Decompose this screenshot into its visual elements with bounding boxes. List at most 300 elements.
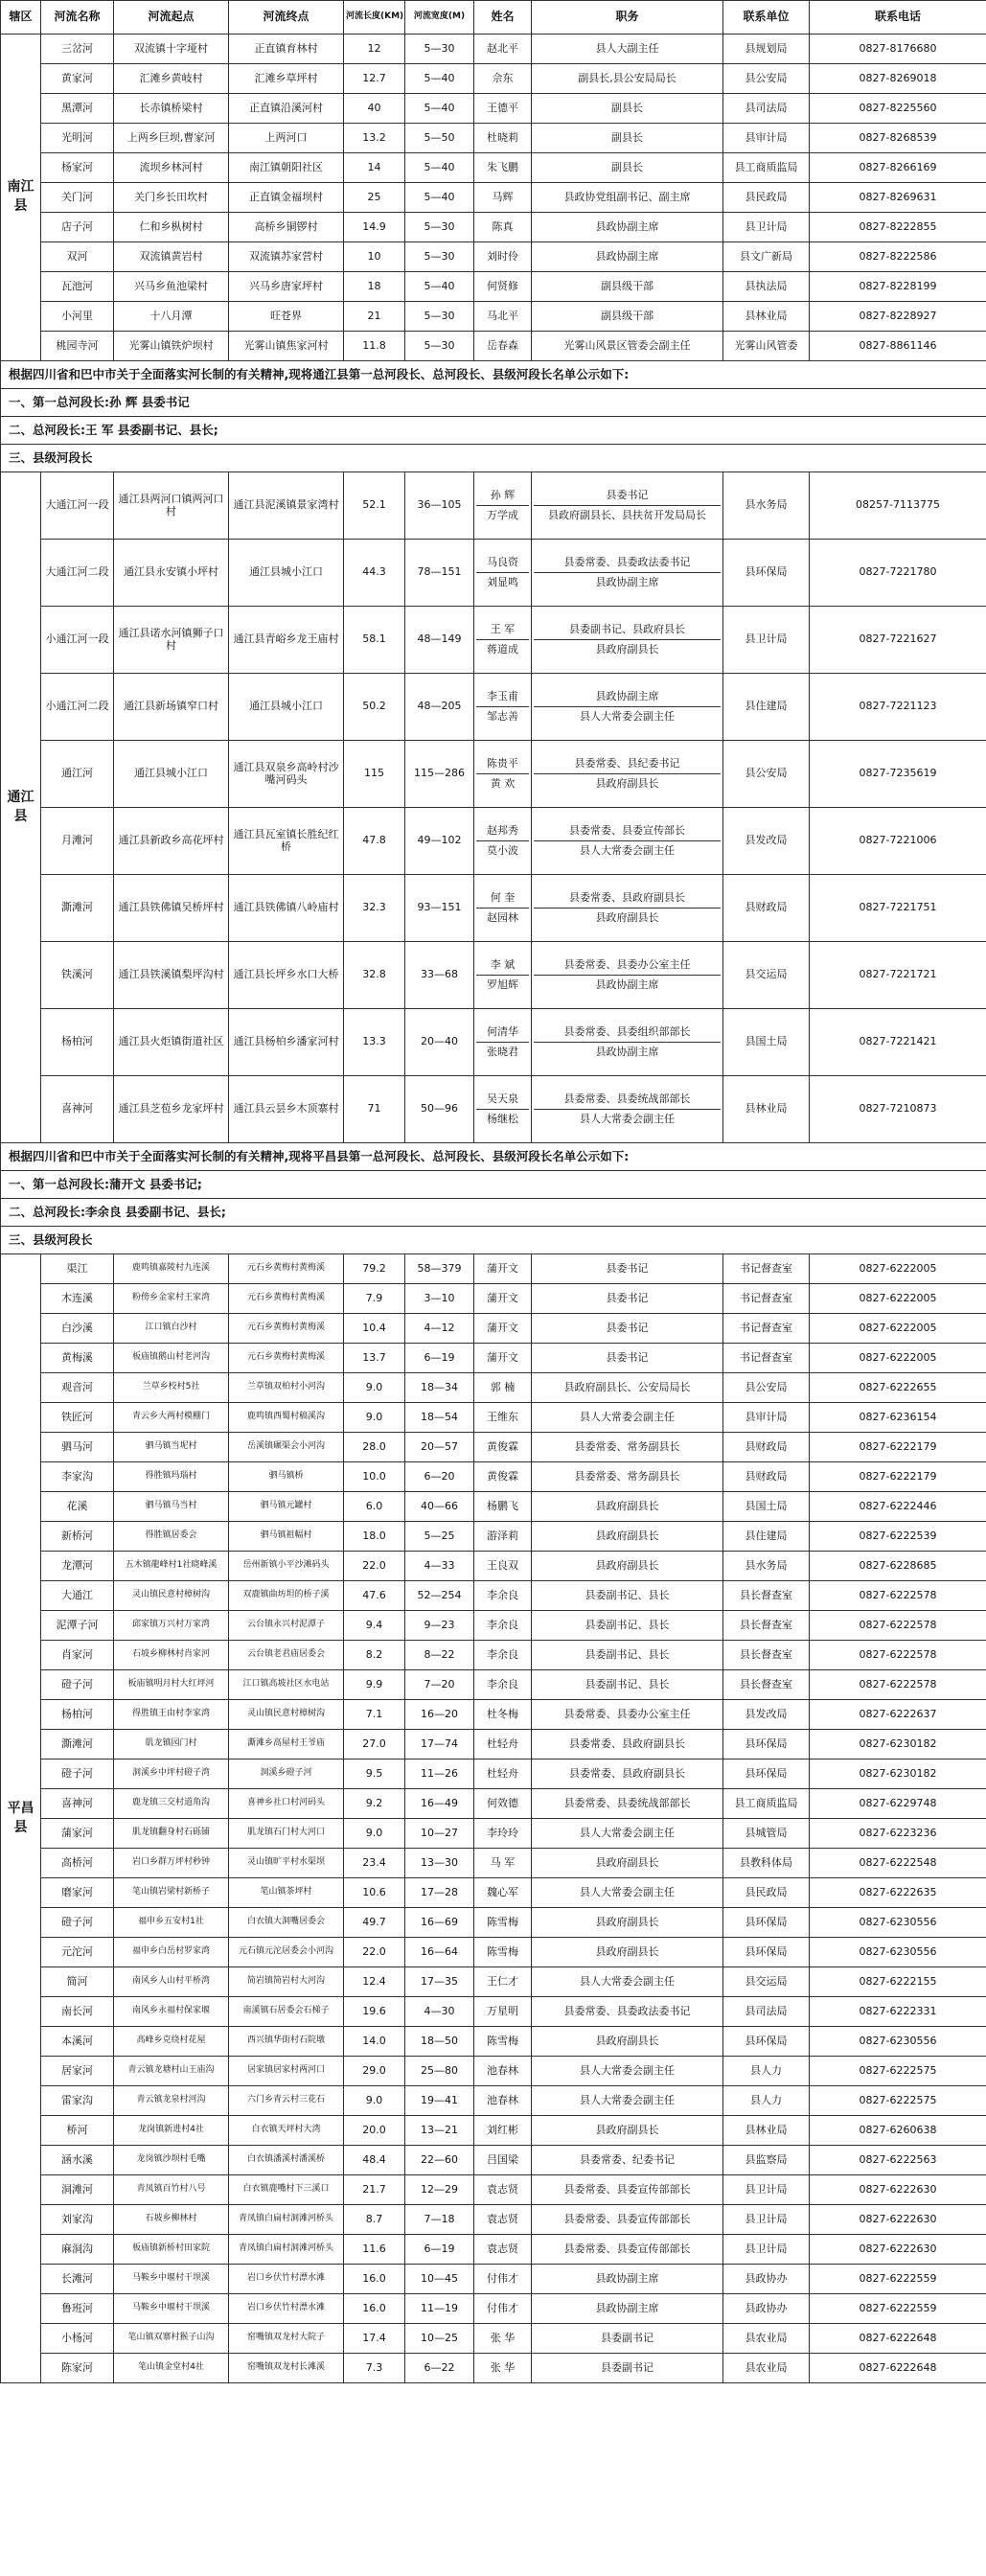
table-row	[1, 1641, 986, 1670]
river-name: 店子河	[41, 213, 114, 242]
chief-duty: 县政府副县长	[595, 777, 659, 790]
chief-names	[474, 674, 532, 741]
river-start: 十八月潭	[114, 302, 229, 332]
river-end: 白衣镇大洞嘴居委会	[229, 1908, 344, 1938]
river-end: 通江县青峪乡龙王庙村	[229, 607, 344, 674]
river-end: 兴马乡唐家坪村	[229, 272, 344, 302]
river-start: 通江县城小江口	[114, 741, 229, 808]
river-width: 5—40	[405, 94, 474, 124]
river-length: 23.4	[344, 1849, 405, 1878]
tongjiang-chief	[1, 417, 986, 445]
chief-name: 黄 欢	[490, 777, 516, 790]
table-row	[1, 1433, 986, 1462]
pingchang-level-heading-text: 三、县级河段长	[1, 1227, 986, 1254]
river-width: 4—30	[405, 1997, 474, 2027]
river-width: 6—20	[405, 1462, 474, 1492]
table-row	[1, 153, 986, 183]
river-start: 汇滩乡黄岐村	[114, 64, 229, 94]
chief-name: 黄俊霖	[474, 1433, 532, 1462]
chief-duties	[532, 472, 723, 540]
tongjiang-notice-text: 根据四川省和巴中市关于全面落实河长制的有关精神,现将通江县第一总河段长、总河段长、县级河段长名单公示如下:	[1, 361, 986, 389]
river-width: 5—30	[405, 34, 474, 64]
river-end: 灵山镇旷平村水渠坝	[229, 1849, 344, 1878]
contact-unit: 县林业局	[723, 2116, 810, 2146]
table-row	[1, 1908, 986, 1938]
river-start: 仁和乡枞树村	[114, 213, 229, 242]
river-width: 17—28	[405, 1878, 474, 1908]
chief-duty: 县委常委、县委宣传部部长	[532, 2235, 723, 2265]
river-start: 板庙镇新桥村田家院	[114, 2235, 229, 2265]
chief-duty: 县委常委、县政府副县长	[532, 1730, 723, 1760]
river-length: 14.0	[344, 2027, 405, 2057]
chief-duty: 县人大常委会副主任	[580, 844, 675, 857]
chief-names	[474, 942, 532, 1009]
chief-name: 王仁才	[474, 1967, 532, 1997]
river-length: 10.0	[344, 1462, 405, 1492]
river-end: 喜神乡社口村河码头	[229, 1789, 344, 1819]
river-end: 窑嘴镇双龙村大院子	[229, 2324, 344, 2354]
contact-phone: 0827-8176680	[810, 34, 986, 64]
river-length: 9.2	[344, 1789, 405, 1819]
river-name: 肖家河	[41, 1641, 114, 1670]
river-length: 22.0	[344, 1938, 405, 1967]
river-length: 6.0	[344, 1492, 405, 1522]
river-end: 兰草镇双柏村小河沟	[229, 1373, 344, 1403]
contact-unit: 县审计局	[723, 124, 810, 153]
chief-duty: 县委常委、县委政法委书记	[532, 1997, 723, 2027]
chief-name: 刘时伶	[474, 242, 532, 272]
chief-name: 付伟才	[474, 2294, 532, 2324]
contact-unit: 县环保局	[723, 1760, 810, 1789]
river-length: 21	[344, 302, 405, 332]
river-name: 磴子河	[41, 1670, 114, 1700]
table-row	[1, 272, 986, 302]
river-name: 长滩河	[41, 2265, 114, 2294]
river-length: 25	[344, 183, 405, 213]
river-width: 17—74	[405, 1730, 474, 1760]
chief-duty: 县委副书记、县长	[532, 1611, 723, 1641]
river-start: 通江县诺水河镇狮子口村	[114, 607, 229, 674]
pingchang-chief-text: 二、总河段长:李余良 县委副书记、县长;	[1, 1199, 986, 1227]
chief-name: 何效德	[474, 1789, 532, 1819]
contact-unit: 县文广新局	[723, 242, 810, 272]
table-row	[1, 64, 986, 94]
contact-phone: 0827-6222575	[810, 2086, 986, 2116]
table-row	[1, 1522, 986, 1552]
chief-duty: 县委常委、常务副县长	[532, 1462, 723, 1492]
river-end: 双鹿镇曲坊坦的桥子溪	[229, 1581, 344, 1611]
river-length: 44.3	[344, 540, 405, 607]
river-start: 石坡乡柳林村肖家河	[114, 1641, 229, 1670]
river-length: 12.7	[344, 64, 405, 94]
river-width: 5—30	[405, 213, 474, 242]
river-width: 6—19	[405, 1344, 474, 1373]
contact-unit: 县发改局	[723, 808, 810, 875]
river-end: 南溪镇石居委会石梯子	[229, 1997, 344, 2027]
tongjiang-level-heading-text: 三、县级河段长	[1, 445, 986, 472]
table-row	[1, 1076, 986, 1143]
river-start: 上两乡巨坝,曹家河	[114, 124, 229, 153]
table-row	[1, 1373, 986, 1403]
contact-unit: 县政协办	[723, 2294, 810, 2324]
river-name: 龙潭河	[41, 1552, 114, 1581]
contact-unit: 县农业局	[723, 2354, 810, 2383]
chief-name: 蒲开文	[474, 1314, 532, 1344]
river-start: 得胜镇王由村李家湾	[114, 1700, 229, 1730]
river-end: 白衣镇鹿嘴村下三溪口	[229, 2175, 344, 2205]
river-length: 115	[344, 741, 405, 808]
river-start: 青云镇龙塘村山王庙沟	[114, 2057, 229, 2086]
contact-unit: 县工商质监局	[723, 1789, 810, 1819]
table-row	[1, 1997, 986, 2027]
chief-duty: 县人大常委会副主任	[532, 2086, 723, 2116]
chief-duty: 县政协党组副书记、副主席	[532, 183, 723, 213]
river-end: 澌滩乡高屋村王爷庙	[229, 1730, 344, 1760]
contact-unit: 县交运局	[723, 942, 810, 1009]
river-name: 大通江河二段	[41, 540, 114, 607]
river-name: 月滩河	[41, 808, 114, 875]
table-row	[1, 2057, 986, 2086]
contact-unit: 县司法局	[723, 94, 810, 124]
header-cell: 联系单位	[723, 1, 810, 34]
contact-phone: 0827-6236154	[810, 1403, 986, 1433]
river-start: 高峰乡克绕村花屋	[114, 2027, 229, 2057]
river-length: 52.1	[344, 472, 405, 540]
header-cell: 河流名称	[41, 1, 114, 34]
river-start: 双流镇黄岩村	[114, 242, 229, 272]
tongjiang-first-chief	[1, 389, 986, 417]
chief-name: 吕国梁	[474, 2146, 532, 2175]
river-name: 新桥河	[41, 1522, 114, 1552]
river-name: 光明河	[41, 124, 114, 153]
river-start: 关门乡长田坎村	[114, 183, 229, 213]
river-length: 11.6	[344, 2235, 405, 2265]
river-end: 双流镇苏家营村	[229, 242, 344, 272]
river-start: 鹿龙镇三交村道角沟	[114, 1789, 229, 1819]
chief-duty: 县政府副县长	[532, 2116, 723, 2146]
table-row	[1, 607, 986, 674]
chief-name: 王德平	[474, 94, 532, 124]
contact-phone: 0827-7210873	[810, 1076, 986, 1143]
river-name: 喜神河	[41, 1789, 114, 1819]
chief-name: 杜晓莉	[474, 124, 532, 153]
chief-duty: 副县级干部	[532, 302, 723, 332]
chief-duty: 县委常委、县委宣传部部长	[532, 2205, 723, 2235]
chief-duty: 县委常委、县纪委书记	[534, 754, 721, 774]
chief-duties	[532, 540, 723, 607]
chief-duty: 县委副书记、县长	[532, 1581, 723, 1611]
river-width: 48—149	[405, 607, 474, 674]
contact-unit: 县住建局	[723, 674, 810, 741]
river-end: 青凤镇白扁村洞滩河桥头	[229, 2235, 344, 2265]
chief-duty: 县政府副县长	[595, 643, 659, 656]
chief-name: 李余良	[474, 1611, 532, 1641]
river-name: 通江河	[41, 741, 114, 808]
river-length: 47.8	[344, 808, 405, 875]
river-width: 3—10	[405, 1284, 474, 1314]
chief-duty: 县政府副县长	[532, 1492, 723, 1522]
table-row	[1, 2205, 986, 2235]
chief-duty: 县委常委、县委宣传部部长	[532, 2175, 723, 2205]
table-row	[1, 2146, 986, 2175]
table-row	[1, 302, 986, 332]
chief-name: 陈贵平	[476, 754, 529, 774]
river-start: 岩口乡群万坪村秒钟	[114, 1849, 229, 1878]
river-end: 笔山镇茶坪村	[229, 1878, 344, 1908]
chief-name: 李余良	[474, 1641, 532, 1670]
contact-phone: 0827-6222331	[810, 1997, 986, 2027]
river-name: 磨家河	[41, 1878, 114, 1908]
river-name: 喜神河	[41, 1076, 114, 1143]
contact-unit: 县司法局	[723, 1997, 810, 2027]
contact-phone: 0827-6230556	[810, 2027, 986, 2057]
chief-duty: 县政协副主席	[532, 2265, 723, 2294]
chief-duty: 县委书记	[532, 1254, 723, 1284]
river-end: 云台镇永兴村泥潭子	[229, 1611, 344, 1641]
chief-name: 朱飞鹏	[474, 153, 532, 183]
river-end: 正直镇沿溪河村	[229, 94, 344, 124]
river-width: 16—49	[405, 1789, 474, 1819]
river-name: 三岔河	[41, 34, 114, 64]
river-width: 11—19	[405, 2294, 474, 2324]
contact-unit: 县长督查室	[723, 1670, 810, 1700]
chief-duty: 县政府副县长、县扶贫开发局局长	[548, 509, 706, 521]
river-name: 黄梅溪	[41, 1344, 114, 1373]
river-width: 10—27	[405, 1819, 474, 1849]
pingchang-level-heading	[1, 1227, 986, 1254]
contact-unit: 县长督查室	[723, 1611, 810, 1641]
contact-unit: 县城管局	[723, 1819, 810, 1849]
river-end: 通江县双泉乡高岭村沙嘴河码头	[229, 741, 344, 808]
chief-name: 万星明	[474, 1997, 532, 2027]
chief-name: 万学成	[487, 509, 518, 521]
chief-name: 李玉甫	[476, 687, 529, 707]
chief-duty: 县政府副县长、公安局局长	[532, 1373, 723, 1403]
contact-unit: 县财政局	[723, 1462, 810, 1492]
river-length: 47.6	[344, 1581, 405, 1611]
river-length: 13.2	[344, 124, 405, 153]
table-row	[1, 1670, 986, 1700]
contact-phone: 0827-8222586	[810, 242, 986, 272]
river-end: 鹿鸣镇西蜀村稿溪沟	[229, 1403, 344, 1433]
river-length: 48.4	[344, 2146, 405, 2175]
river-length: 58.1	[344, 607, 405, 674]
river-name: 南长河	[41, 1997, 114, 2027]
river-start: 石坡乡柳林村	[114, 2205, 229, 2235]
contact-phone: 0827-7221421	[810, 1009, 986, 1076]
chief-duty: 县人大常委会副主任	[580, 1113, 675, 1125]
river-length: 7.9	[344, 1284, 405, 1314]
river-name: 大通江河一段	[41, 472, 114, 540]
table-row	[1, 94, 986, 124]
river-width: 10—45	[405, 2265, 474, 2294]
table-row	[1, 1611, 986, 1641]
river-end: 旺苍界	[229, 302, 344, 332]
header-cell: 辖区	[1, 1, 41, 34]
river-start: 青云镇龙泉村河沟	[114, 2086, 229, 2116]
header-cell: 河流宽度(M)	[405, 1, 474, 34]
chief-duty: 县人大副主任	[532, 34, 723, 64]
chief-duties	[532, 674, 723, 741]
pingchang-first-chief-text: 一、第一总河段长:蒲开文 县委书记;	[1, 1171, 986, 1199]
river-width: 18—34	[405, 1373, 474, 1403]
table-row	[1, 741, 986, 808]
river-end: 元石镇元沱居委会小河沟	[229, 1938, 344, 1967]
river-start: 通江县火炬镇街道社区	[114, 1009, 229, 1076]
river-length: 9.0	[344, 1403, 405, 1433]
header-cell: 联系电话	[810, 1, 986, 34]
contact-unit: 县住建局	[723, 1522, 810, 1552]
river-name: 渠江	[41, 1254, 114, 1284]
table-row	[1, 1938, 986, 1967]
river-end: 灵山镇民意村樟树沟	[229, 1700, 344, 1730]
river-length: 12.4	[344, 1967, 405, 1997]
river-end: 肌龙镇石门村大河口	[229, 1819, 344, 1849]
header-cell: 河流终点	[229, 1, 344, 34]
river-name: 杨柏河	[41, 1009, 114, 1076]
contact-unit: 县发改局	[723, 1700, 810, 1730]
river-start: 洞溪乡中坪村磴子湾	[114, 1760, 229, 1789]
river-end: 元石乡黄梅村黄梅溪	[229, 1254, 344, 1284]
contact-phone: 0827-6222648	[810, 2354, 986, 2383]
chief-duty: 县人大常委会副主任	[532, 1878, 723, 1908]
river-length: 21.7	[344, 2175, 405, 2205]
chief-name: 马辉	[474, 183, 532, 213]
chief-name: 袁志贤	[474, 2205, 532, 2235]
river-name: 简河	[41, 1967, 114, 1997]
river-name: 双河	[41, 242, 114, 272]
table-row	[1, 1254, 986, 1284]
pingchang-chief	[1, 1199, 986, 1227]
contact-phone: 0827-7235619	[810, 741, 986, 808]
chief-name: 池春林	[474, 2057, 532, 2086]
contact-unit: 县交运局	[723, 1967, 810, 1997]
contact-phone: 0827-6222179	[810, 1462, 986, 1492]
river-width: 8—22	[405, 1641, 474, 1670]
chief-duty: 县政府副县长	[532, 1908, 723, 1938]
river-length: 16.0	[344, 2265, 405, 2294]
chief-duty: 县政协副主席	[532, 242, 723, 272]
chief-name: 陈真	[474, 213, 532, 242]
contact-phone: 0827-6222563	[810, 2146, 986, 2175]
river-name: 蒲家河	[41, 1819, 114, 1849]
river-end: 驷马镇桥	[229, 1462, 344, 1492]
contact-unit: 县卫计局	[723, 2235, 810, 2265]
chief-name: 邹志善	[487, 710, 518, 723]
river-start: 龙岗镇沙坝村毛嘴	[114, 2146, 229, 2175]
river-length: 79.2	[344, 1254, 405, 1284]
river-end: 汇滩乡草坪村	[229, 64, 344, 94]
chief-name: 李玲玲	[474, 1819, 532, 1849]
chief-name: 岳春森	[474, 332, 532, 361]
chief-name: 杨继松	[487, 1113, 518, 1125]
chief-duty: 县政府副县长	[532, 1849, 723, 1878]
river-width: 18—54	[405, 1403, 474, 1433]
table-row	[1, 1403, 986, 1433]
river-start: 通江县两河口镇两河口村	[114, 472, 229, 540]
contact-unit: 县民政局	[723, 183, 810, 213]
table-row	[1, 2354, 986, 2383]
river-name: 居家河	[41, 2057, 114, 2086]
river-width: 9—23	[405, 1611, 474, 1641]
river-start: 得胜镇玛瑙村	[114, 1462, 229, 1492]
river-name: 澌滩河	[41, 1730, 114, 1760]
river-length: 18.0	[344, 1522, 405, 1552]
chief-duty: 县政协副主席	[595, 1046, 659, 1058]
county-cell: 通江县	[1, 472, 41, 1143]
river-width: 5—25	[405, 1522, 474, 1552]
table-row	[1, 1492, 986, 1522]
river-length: 17.4	[344, 2324, 405, 2354]
contact-unit: 县环保局	[723, 1908, 810, 1938]
chief-duty: 县政府副县长	[532, 1522, 723, 1552]
chief-duty: 副县长	[532, 153, 723, 183]
contact-unit: 县环保局	[723, 1938, 810, 1967]
chief-duty: 副县长,县公安局局长	[532, 64, 723, 94]
chief-name: 罗旭辉	[487, 978, 518, 991]
table-row	[1, 242, 986, 272]
chief-name: 何 奎	[476, 888, 529, 908]
river-length: 10.6	[344, 1878, 405, 1908]
river-name: 铁匠河	[41, 1403, 114, 1433]
contact-phone: 0827-6223236	[810, 1819, 986, 1849]
river-length: 40	[344, 94, 405, 124]
river-length: 9.5	[344, 1760, 405, 1789]
contact-unit: 县人力	[723, 2086, 810, 2116]
contact-unit: 县审计局	[723, 1403, 810, 1433]
chief-duty: 县委常委、县政府副县长	[532, 1760, 723, 1789]
river-length: 18	[344, 272, 405, 302]
river-name: 刘家沟	[41, 2205, 114, 2235]
chief-duty: 县政协副主席	[532, 2294, 723, 2324]
contact-unit: 县国土局	[723, 1009, 810, 1076]
river-width: 22—60	[405, 2146, 474, 2175]
chief-name: 马 军	[474, 1849, 532, 1878]
river-end: 驷马镇祖幅村	[229, 1522, 344, 1552]
river-name: 小杨河	[41, 2324, 114, 2354]
chief-duty: 县委副书记、县长	[532, 1670, 723, 1700]
river-width: 52—254	[405, 1581, 474, 1611]
river-start: 南风乡人山村平桥湾	[114, 1967, 229, 1997]
contact-unit: 县环保局	[723, 2027, 810, 2057]
tongjiang-notice	[1, 361, 986, 389]
contact-phone: 0827-8222855	[810, 213, 986, 242]
river-end: 云台镇老君庙居委会	[229, 1641, 344, 1670]
river-length: 7.3	[344, 2354, 405, 2383]
chief-name: 袁志贤	[474, 2175, 532, 2205]
table-row	[1, 1789, 986, 1819]
river-width: 4—12	[405, 1314, 474, 1344]
chief-name: 王 军	[476, 620, 529, 640]
table-row	[1, 124, 986, 153]
river-name: 元沱河	[41, 1938, 114, 1967]
table-row	[1, 1344, 986, 1373]
contact-phone: 0827-6222578	[810, 1670, 986, 1700]
chief-name: 莫小波	[487, 844, 518, 857]
river-width: 5—30	[405, 302, 474, 332]
river-width: 20—57	[405, 1433, 474, 1462]
chief-duty: 县委常委、县委办公室主任	[534, 955, 721, 976]
chief-name: 刘红彬	[474, 2116, 532, 2146]
river-width: 4—33	[405, 1552, 474, 1581]
chief-duty: 县政府副县长	[532, 2027, 723, 2057]
river-start: 板庙镇明月村大红坪河	[114, 1670, 229, 1700]
chief-duty: 县委常委、县委政法委书记	[534, 553, 721, 573]
contact-phone: 0827-7221751	[810, 875, 986, 942]
river-end: 窑嘴镇双龙村长滩溪	[229, 2354, 344, 2383]
chief-duty: 县人大常委会副主任	[580, 710, 675, 723]
river-start: 板庙镇鹅山村老河沟	[114, 1344, 229, 1373]
